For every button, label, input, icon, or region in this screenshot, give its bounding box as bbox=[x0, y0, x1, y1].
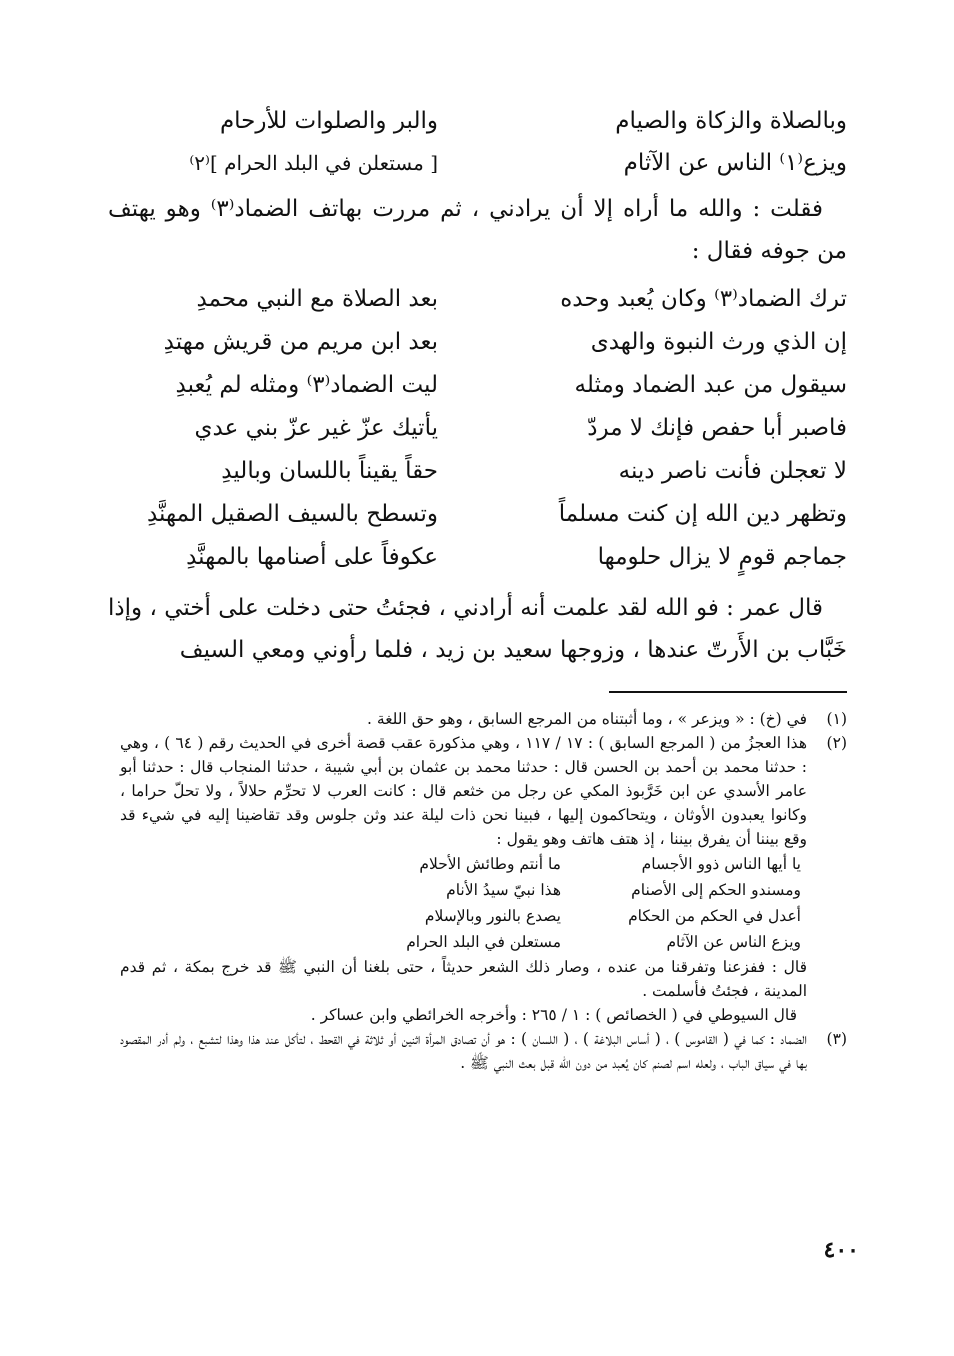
main-text bbox=[108, 100, 847, 677]
footnote-verse bbox=[120, 851, 807, 877]
footnote-verse bbox=[120, 929, 807, 955]
hemistich-first: أعدل في الحكم من الحكام bbox=[628, 907, 801, 925]
footnote-3 bbox=[120, 1027, 847, 1075]
footnote-source: قال السيوطي في ( الخصائص ) : ١ / ٢٦٥ : وأخرجه الخرائطي وابن عساكر . bbox=[310, 1006, 797, 1024]
hemistich-second: حقاً يقيناً باللسان وباليدِ bbox=[221, 458, 438, 484]
hemistich-first: إن الذي ورث النبوة والهدى bbox=[590, 329, 847, 355]
footnote-text: في (خ) : « ويزعر » ، وما أثبتناه من المرجع السابق ، وهو حق اللغة . bbox=[367, 710, 807, 728]
hemistich-first: ومسندو الحكم إلى الأصنام bbox=[631, 881, 801, 899]
hemistich-first: يا أيها الناس ذوو الأجسام bbox=[641, 855, 801, 873]
hemistich-first: ترك الضماد⁽٣⁾ وكان يُعبد وحده bbox=[560, 286, 847, 312]
hemistich-first: وبالصلاة والزكاة والصيام bbox=[615, 108, 847, 134]
paragraph bbox=[108, 188, 847, 272]
page-number: ٤٠٠ bbox=[823, 1237, 859, 1263]
footnote-number: (١) bbox=[826, 710, 847, 728]
hemistich-first: لا تعجلن فأنت ناصر دينه bbox=[618, 458, 847, 484]
poem-verse bbox=[108, 450, 847, 493]
hemistich-second: وتسطح بالسيف الصقيل المهنَّدِ bbox=[146, 501, 438, 527]
hemistich-second: [ مستعلن في البلد الحرام ]⁽٢⁾ bbox=[189, 151, 438, 175]
hemistich-first: سيقول من عبد الضماد ومثله bbox=[574, 372, 847, 398]
hemistich-second: ليت الضماد⁽٣⁾ ومثله لم يُعبدِ bbox=[175, 372, 438, 398]
paragraph bbox=[108, 587, 847, 671]
footnotes bbox=[120, 707, 847, 1075]
paragraph-text: فقلت : والله ما أراه إلا أن يرادني ، ثم مررت بهاتف الضماد⁽٣⁾ وهو يهتف من جوفه فقال : bbox=[108, 196, 847, 264]
hemistich-second: يأتيك عزّ غير عزّ بني عدي bbox=[194, 415, 438, 441]
top-verse bbox=[108, 142, 847, 184]
poem bbox=[108, 278, 847, 579]
footnote-number: (٣) bbox=[826, 1030, 847, 1048]
hemistich-first: جماجم قومٍ لا يزال حلومها bbox=[597, 544, 847, 570]
hemistich-first: ويزع الناس عن الآثام bbox=[666, 933, 801, 951]
poem-verse bbox=[108, 536, 847, 579]
hemistich-first: ويزع⁽١⁾ الناس عن الآثام bbox=[623, 150, 847, 176]
footnote-verse bbox=[120, 903, 807, 929]
footnote-2 bbox=[120, 731, 847, 1027]
hemistich-first: وتظهر دين الله إن كنت مسلماً bbox=[558, 501, 847, 527]
footnote-separator bbox=[609, 691, 847, 693]
paragraph-text: قال عمر : فو الله لقد علمت أنه أرادني ، فجئتُ حتى دخلت على أختي ، وإذا خَبَّاب بن الأَرتّ عندها ، وزوجها سعيد بن زيد ، فلما رأوني ومعي السيف bbox=[108, 595, 847, 663]
hemistich-second: يصدع بالنور وبالإسلام bbox=[424, 907, 561, 925]
footnote-1 bbox=[120, 707, 847, 731]
hemistich-second: ما أنتم وطائش الأحلام bbox=[419, 855, 561, 873]
poem-verse bbox=[108, 407, 847, 450]
hemistich-first: فاصبر أبا حفص فإنك لا مردّ bbox=[587, 415, 847, 441]
footnote-text: الضماد : كما في ( القاموس ) ، ( أساس البلاغة ) ، ( اللسان ) : هو أن تصادق المرأة اثنين أو ثلاثة في القحط ، لتأكل عند هذا وهذا لتشبع ، ولم أدر المقصود بها في سياق الباب ، ولعله اسم لصنم كان يُعبد من دون الله قبل بعث النبي ﷺ . bbox=[120, 1030, 807, 1072]
hemistich-second: بعد الصلاة مع النبي محمدِ bbox=[196, 286, 438, 312]
footnote-text: هذا العجزُ من ( المرجع السابق ) : ١٧ / ١١٧ ، وهي مذكورة عقب قصة أخرى في الحديث رقم ( ٦٤ ) ، وهي : حدثنا محمد بن أحمد بن الحسن قال : حدثنا محمد بن عثمان بن أبي شيبة ، حدثنا المنجاب قال : حدثنا أبو عامر الأسدي عن ابن خَرَّبوذ المكي عن رجل من خثعم قال : كانت العرب لا تحرِّم حلالاً ، ولا تحلّ حراما ، وكانوا يعبدون الأوثان ، ويتحاكمون إليها ، فبينا نحن ذات ليلة عند وثن جلوس وقد تقاضينا إليه في شيء قد وقع بيننا أن يفرق بيننا ، إذ هتف هاتف وهو يقول : bbox=[120, 734, 807, 848]
hemistich-second: عكوفاً على أصنامها بالمهنَّدِ bbox=[186, 544, 438, 570]
hemistich-second: بعد ابن مريم من قريش مهتدِ bbox=[163, 329, 438, 355]
poem-verse bbox=[108, 321, 847, 364]
footnote-text: قال : ففزعنا وتفرقنا من عنده ، وصار ذلك الشعر حديثاً ، حتى بلغنا أن النبي ﷺ قد خرج بمكة ، ثم قدم المدينة ، فجئتُ فأسلمت . bbox=[120, 958, 807, 1000]
footnote-verse bbox=[120, 877, 807, 903]
hemistich-second: هذا نبيّ سيدُ الأنام bbox=[446, 881, 561, 899]
hemistich-second: مستعلن في البلد الحرام bbox=[406, 933, 561, 951]
poem-verse bbox=[108, 364, 847, 407]
poem-verse bbox=[108, 278, 847, 321]
footnote-number: (٢) bbox=[826, 734, 847, 752]
hemistich-second: والبر والصلوات للأرحام bbox=[219, 108, 438, 134]
top-verse bbox=[108, 100, 847, 142]
poem-verse bbox=[108, 493, 847, 536]
